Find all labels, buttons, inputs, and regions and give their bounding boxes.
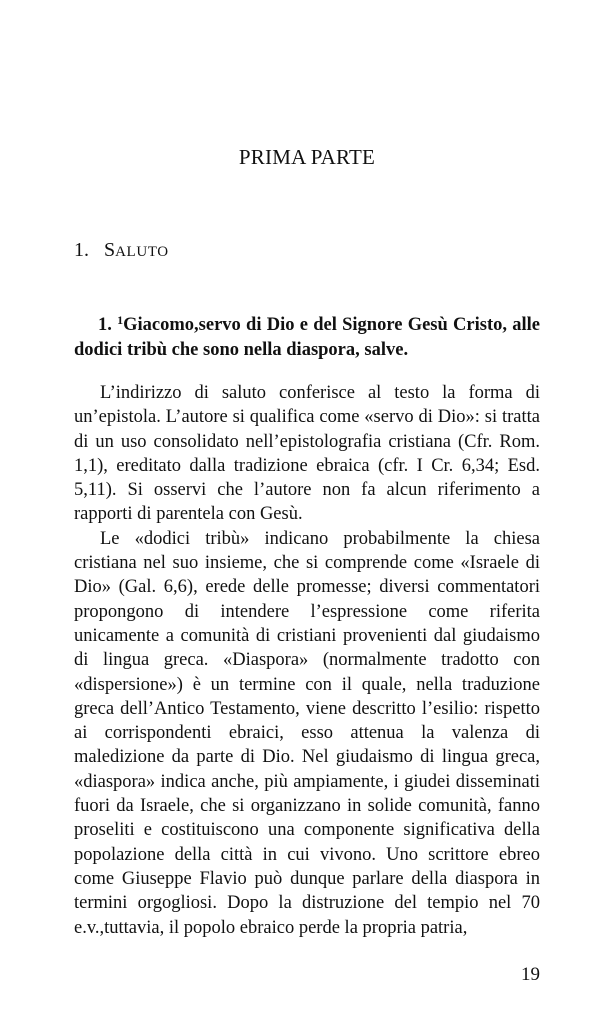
commentary-body: [74, 381, 540, 940]
section-title: [104, 239, 169, 261]
section-title-initial: S: [104, 239, 116, 261]
verse-text: Giacomo,servo di Dio e del Signore Gesù Cristo, alle dodici tribù che sono nella diaspora, salve.: [74, 315, 540, 360]
verse-quote: [74, 313, 540, 363]
section-number: 1.: [74, 239, 89, 261]
paragraph-2: Le «dodici tribù» indicano probabilmente la chiesa cristiana nel suo insieme, che si comprende come «Israele di Dio» (Gal. 6,6), erede delle promesse; diversi commentatori propongono di intendere l’espressione come riferita unicamente a comunità di cristiani provenienti dal giudaismo di lingua greca. «Diaspora» (normalmente tradotto con «dispersione») è un termine con il quale, nella traduzione greca dell’Antico Testamento, viene descritto l’esilio: rispetto ai corrispondenti ebraici, esso attenua la valenza di maledizione da parte di Dio. Nel giudaismo di lingua greca, «diaspora» indica anche, più ampiamente, i giudei disseminati fuori da Israele, che si organizzano in solide comunità, fanno proseliti e costituiscono una componente significativa della popolazione della città in cui vivono. Uno scrittore ebreo come Giuseppe Flavio può dunque parlare della diaspora in termini orgogliosi. Dopo la distruzione del tempio nel 70 e.v.,tuttavia, il popolo ebraico perde la propria patria,: [74, 528, 540, 938]
section-title-rest: ALUTO: [115, 244, 169, 260]
part-title: PRIMA PARTE: [238, 145, 376, 169]
paragraph-1: L’indirizzo di saluto conferisce al testo la forma di un’epistola. L’autore si qualifica come «servo di Dio»: si tratta di un uso consolidato nell’epistolografia cristiana (Cfr. Rom. 1,1), ereditato dalla tradizione ebraica (cfr. I Cr. 6,34; Esd. 5,11). Si osservi che l’autore non fa alcun riferimento a rapporti di parentela con Gesù.: [74, 383, 540, 525]
page-number: 19: [521, 964, 540, 985]
section-heading: [74, 237, 169, 265]
verse-superscript: 1: [117, 313, 124, 327]
verse-number: 1.: [98, 315, 112, 335]
